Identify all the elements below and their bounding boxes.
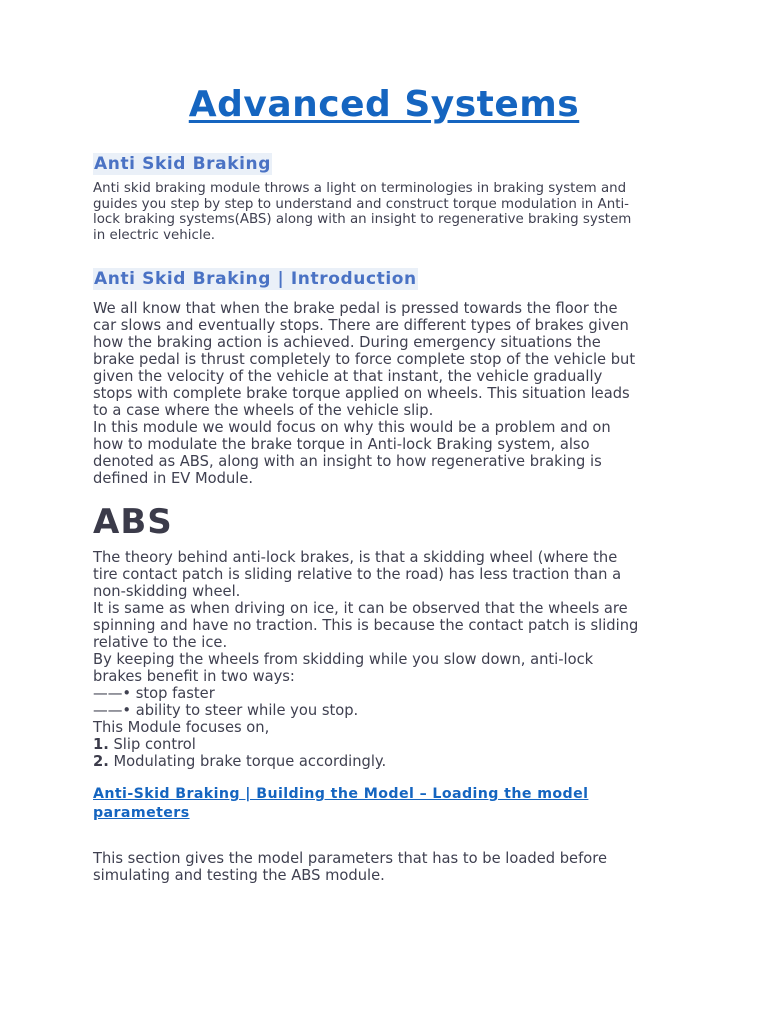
list-item-steer: ——• ability to steer while you stop. [93,702,359,719]
abs-heading: ABS [93,502,173,542]
link-line[interactable]: parameters [93,805,190,821]
section-anti-skid-paragraph [93,181,673,243]
page-title: Advanced Systems [188,84,580,125]
text-line: how to modulate the brake torque in Anti-lock Braking system, also [93,436,590,453]
text-line: guides you step by step to understand and construct torque modulation in Anti- [93,196,629,212]
text-line: relative to the ice. [93,634,228,651]
building-model-link[interactable] [93,785,683,823]
section-heading-introduction: Anti Skid Braking | Introduction [94,269,417,289]
text-line: tire contact patch is sliding relative to the road) has less traction than a [93,566,622,583]
text-line: brake pedal is thrust completely to force complete stop of the vehicle but [93,351,636,368]
text-line: This Module focuses on, [93,719,270,736]
text-line: how the braking action is achieved. During emergency situations the [93,334,601,351]
closing-paragraph [93,850,673,884]
text-line: to a case where the wheels of the vehicle slip. [93,402,434,419]
list-number: 1. [93,736,109,753]
list-text: Modulating brake torque accordingly. [108,753,387,770]
numbered-item-2 [93,753,673,770]
abs-paragraph [93,549,673,770]
text-line: Anti skid braking module throws a light on terminologies in braking system and [93,181,627,196]
text-line: We all know that when the brake pedal is pressed towards the floor the [93,300,618,317]
text-line: defined in EV Module. [93,470,254,487]
text-line: By keeping the wheels from skidding while you slow down, anti-lock [93,651,594,668]
numbered-item-1 [93,736,673,753]
text-line: stops with complete brake torque applied on wheels. This situation leads [93,385,630,402]
list-item-stop-faster: ——• stop faster [93,685,215,702]
text-line: denoted as ABS, along with an insight to how regenerative braking is [93,453,602,470]
text-line: car slows and eventually stops. There are different types of brakes given [93,317,629,334]
text-line: brakes benefit in two ways: [93,668,295,685]
text-line: The theory behind anti-lock brakes, is that a skidding wheel (where the [93,549,618,566]
text-line: In this module we would focus on why this would be a problem and on [93,419,611,436]
text-line: in electric vehicle. [93,227,216,243]
text-line: This section gives the model parameters that has to be loaded before [93,850,607,867]
section-heading-anti-skid-braking: Anti Skid Braking [94,154,272,174]
text-line: lock braking systems(ABS) along with an insight to regenerative braking system [93,212,632,228]
text-line: spinning and have no traction. This is because the contact patch is sliding [93,617,639,634]
list-text: Slip control [108,736,196,753]
link-line[interactable]: Anti-Skid Braking | Building the Model – Loading the model [93,786,589,802]
introduction-paragraph [93,300,673,487]
text-line: given the velocity of the vehicle at that instant, the vehicle gradually [93,368,603,385]
text-line: non-skidding wheel. [93,583,241,600]
list-number: 2. [93,753,109,770]
text-line: It is same as when driving on ice, it can be observed that the wheels are [93,600,628,617]
text-line: simulating and testing the ABS module. [93,867,385,884]
